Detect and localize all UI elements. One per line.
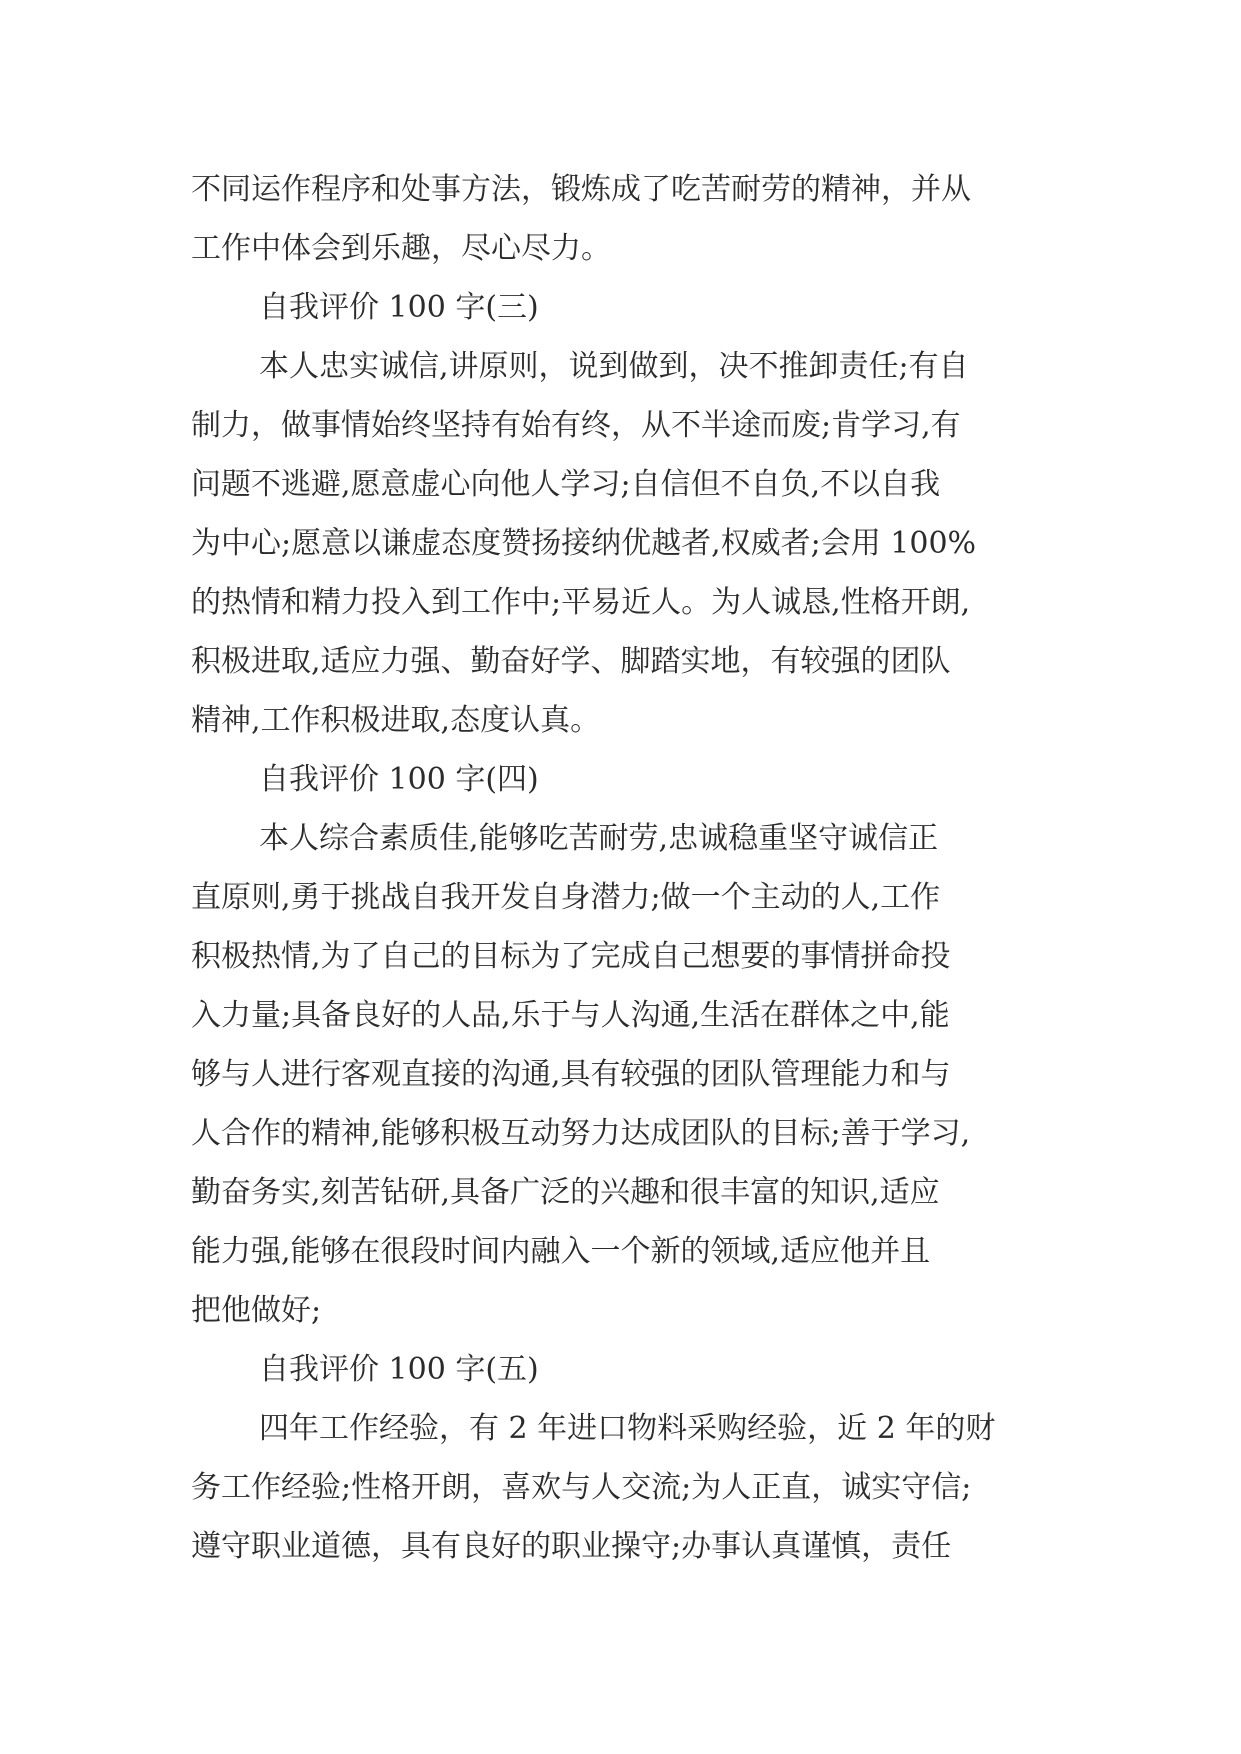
body-line: 积极热情,为了自己的目标为了完成自己想要的事情拼命投 [191,939,951,974]
body-line: 的热情和精力投入到工作中;平易近人。为人诚恳,性格开朗, [191,585,971,620]
body-line: 直原则,勇于挑战自我开发自身潜力;做一个主动的人,工作 [191,880,941,915]
body-line: 能力强,能够在很段时间内融入一个新的领域,适应他并且 [191,1234,931,1269]
paragraph-first-line: 四年工作经验，有 2 年进口物料采购经验，近 2 年的财 [259,1411,996,1446]
body-line: 务工作经验;性格开朗，喜欢与人交流;为人正直，诚实守信; [191,1470,972,1505]
document-body [191,160,1061,1576]
body-line: 把他做好; [191,1293,322,1328]
section-heading-3: 自我评价 100 字(三) [259,290,539,325]
body-line: 工作中体会到乐趣，尽心尽力。 [191,231,611,266]
section-heading-5: 自我评价 100 字(五) [259,1352,539,1387]
body-line: 勤奋务实,刻苦钻研,具备广泛的兴趣和很丰富的知识,适应 [191,1175,940,1210]
body-line: 为中心;愿意以谦虚态度赞扬接纳优越者,权威者;会用 100% [191,526,977,561]
body-line: 人合作的精神,能够积极互动努力达成团队的目标;善于学习, [191,1116,971,1151]
body-line: 制力，做事情始终坚持有始有终，从不半途而废;肯学习,有 [191,408,961,443]
body-line: 问题不逃避,愿意虚心向他人学习;自信但不自负,不以自我 [191,467,941,502]
body-line: 积极进取,适应力强、勤奋好学、脚踏实地，有较强的团队 [191,644,951,679]
body-line: 精神,工作积极进取,态度认真。 [191,703,601,738]
section-heading-4: 自我评价 100 字(四) [259,762,539,797]
body-line: 遵守职业道德，具有良好的职业操守;办事认真谨慎，责任 [191,1529,952,1564]
body-line: 够与人进行客观直接的沟通,具有较强的团队管理能力和与 [191,1057,951,1092]
body-line: 入力量;具备良好的人品,乐于与人沟通,生活在群体之中,能 [191,998,950,1033]
paragraph-first-line: 本人忠实诚信,讲原则，说到做到，决不推卸责任;有自 [259,349,969,384]
paragraph-first-line: 本人综合素质佳,能够吃苦耐劳,忠诚稳重坚守诚信正 [259,821,939,856]
body-line: 不同运作程序和处事方法，锻炼成了吃苦耐劳的精神，并从 [191,172,971,207]
